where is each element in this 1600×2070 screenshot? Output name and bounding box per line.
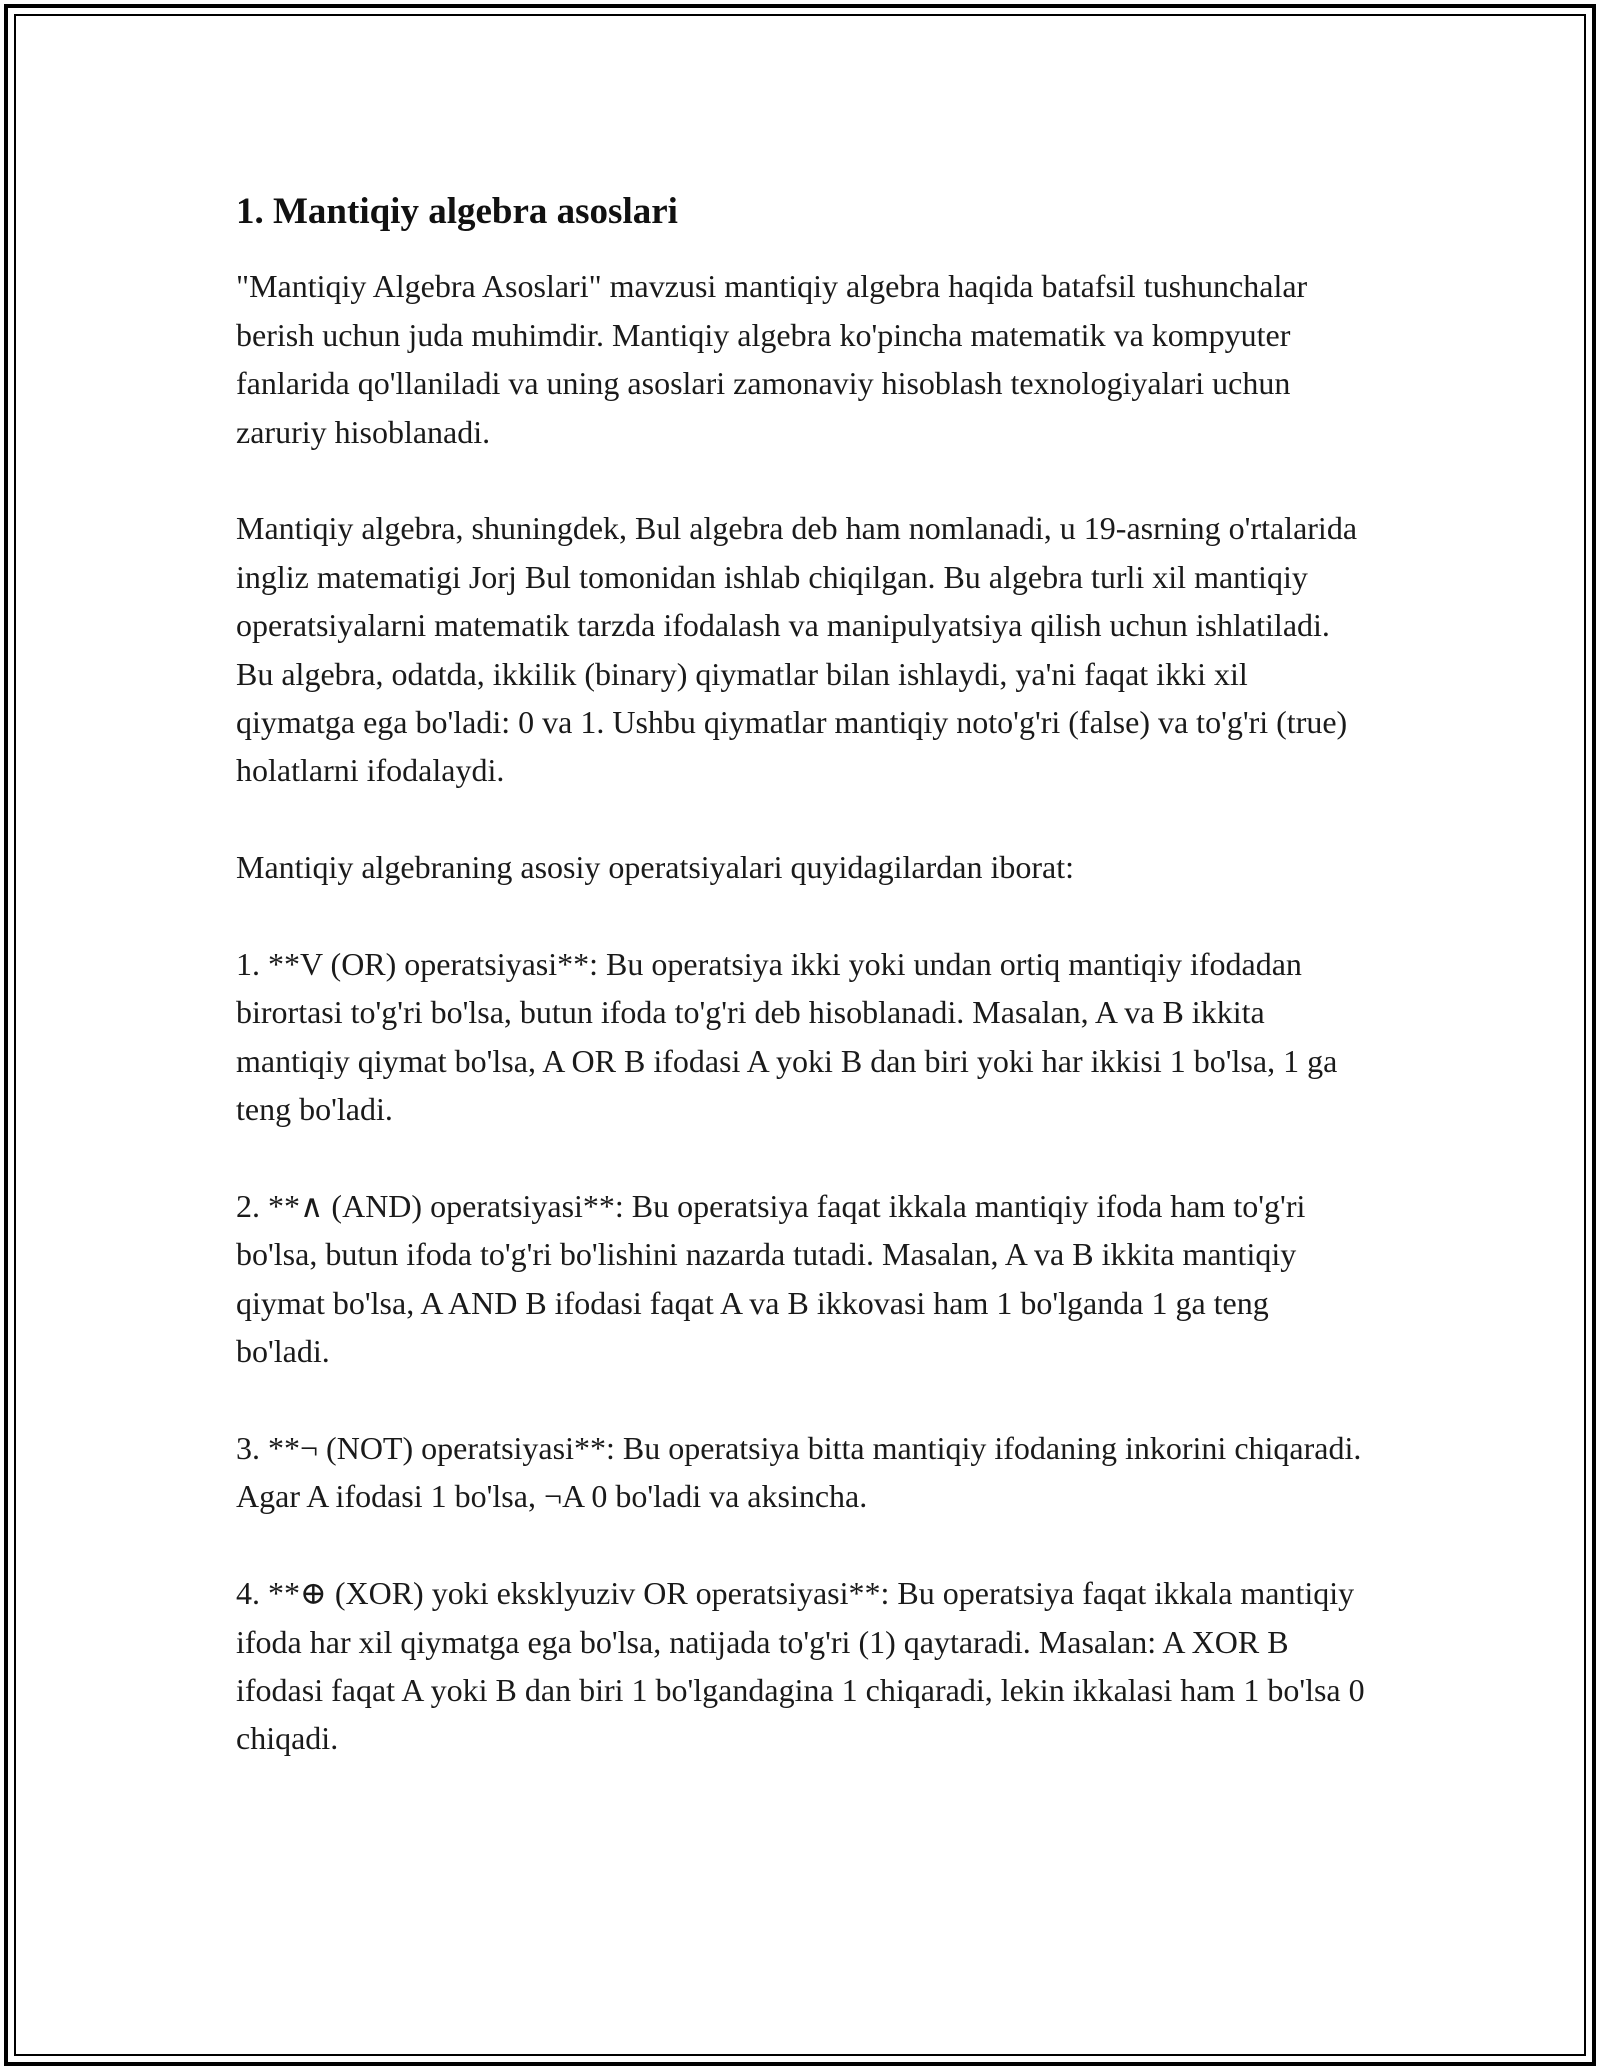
list-item-or: 1. **V (OR) operatsiyasi**: Bu operatsiya ikki yoki undan ortiq mantiqiy ifodadan birortasi to'g'ri bo'lsa, butun ifoda to'g'ri deb hisoblanadi. Masalan, A va B ikkita mantiqiy qiymat bo'lsa, A OR B ifodasi A yoki B dan biri yoki har ikkisi 1 bo'lsa, 1 ga teng bo'ladi.: [236, 946, 1338, 1128]
list-item-and: 2. **∧ (AND) operatsiyasi**: Bu operatsiya faqat ikkala mantiqiy ifoda ham to'g'ri bo'lsa, butun ifoda to'g'ri bo'lishini nazarda tutadi. Masalan, A va B ikkita mantiqiy qiymat bo'lsa, A AND B ifodasi faqat A va B ikkovasi ham 1 bo'lganda 1 ga teng bo'ladi.: [236, 1188, 1306, 1370]
list-item-not: 3. **¬ (NOT) operatsiyasi**: Bu operatsiya bitta mantiqiy ifodaning inkorini chiqaradi. Agar A ifodasi 1 bo'lsa, ¬A 0 bo'ladi va aksincha.: [236, 1430, 1362, 1515]
paragraph-intro: "Mantiqiy Algebra Asoslari" mavzusi mantiqiy algebra haqida batafsil tushunchalar berish uchun juda muhimdir. Mantiqiy algebra ko'pincha matematik va kompyuter fanlarida qo'llaniladi va uning asoslari zamonaviy hisoblash texnologiyalari uchun zaruriy hisoblanadi.: [236, 268, 1308, 450]
document-body: [236, 182, 1366, 1811]
list-item-xor: 4. **⊕ (XOR) yoki eksklyuziv OR operatsiyasi**: Bu operatsiya faqat ikkala mantiqiy ifoda har xil qiymatga ega bo'lsa, natijada to'g'ri (1) qaytaradi. Masalan: A XOR B ifodasi faqat A yoki B dan biri 1 bo'lgandagina 1 chiqaradi, lekin ikkalasi ham 1 bo'lsa 0 chiqadi.: [236, 1575, 1365, 1757]
paragraph-history: Mantiqiy algebra, shuningdek, Bul algebra deb ham nomlanadi, u 19-asrning o'rtalarida ingliz matematigi Jorj Bul tomonidan ishlab chiqilgan. Bu algebra turli xil mantiqiy operatsiyalarni matematik tarzda ifodalash va manipulyatsiya qilish uchun ishlatiladi. Bu algebra, odatda, ikkilik (binary) qiymatlar bilan ishlaydi, ya'ni faqat ikki xil qiymatga ega bo'ladi: 0 va 1. Ushbu qiymatlar mantiqiy noto'g'ri (false) va to'g'ri (true) holatlarni ifodalaydi.: [236, 510, 1358, 789]
section-title: 1. Mantiqiy algebra asoslari: [236, 191, 678, 232]
paragraph-operations-lead: Mantiqiy algebraning asosiy operatsiyalari quyidagilardan iborat:: [236, 849, 1074, 886]
